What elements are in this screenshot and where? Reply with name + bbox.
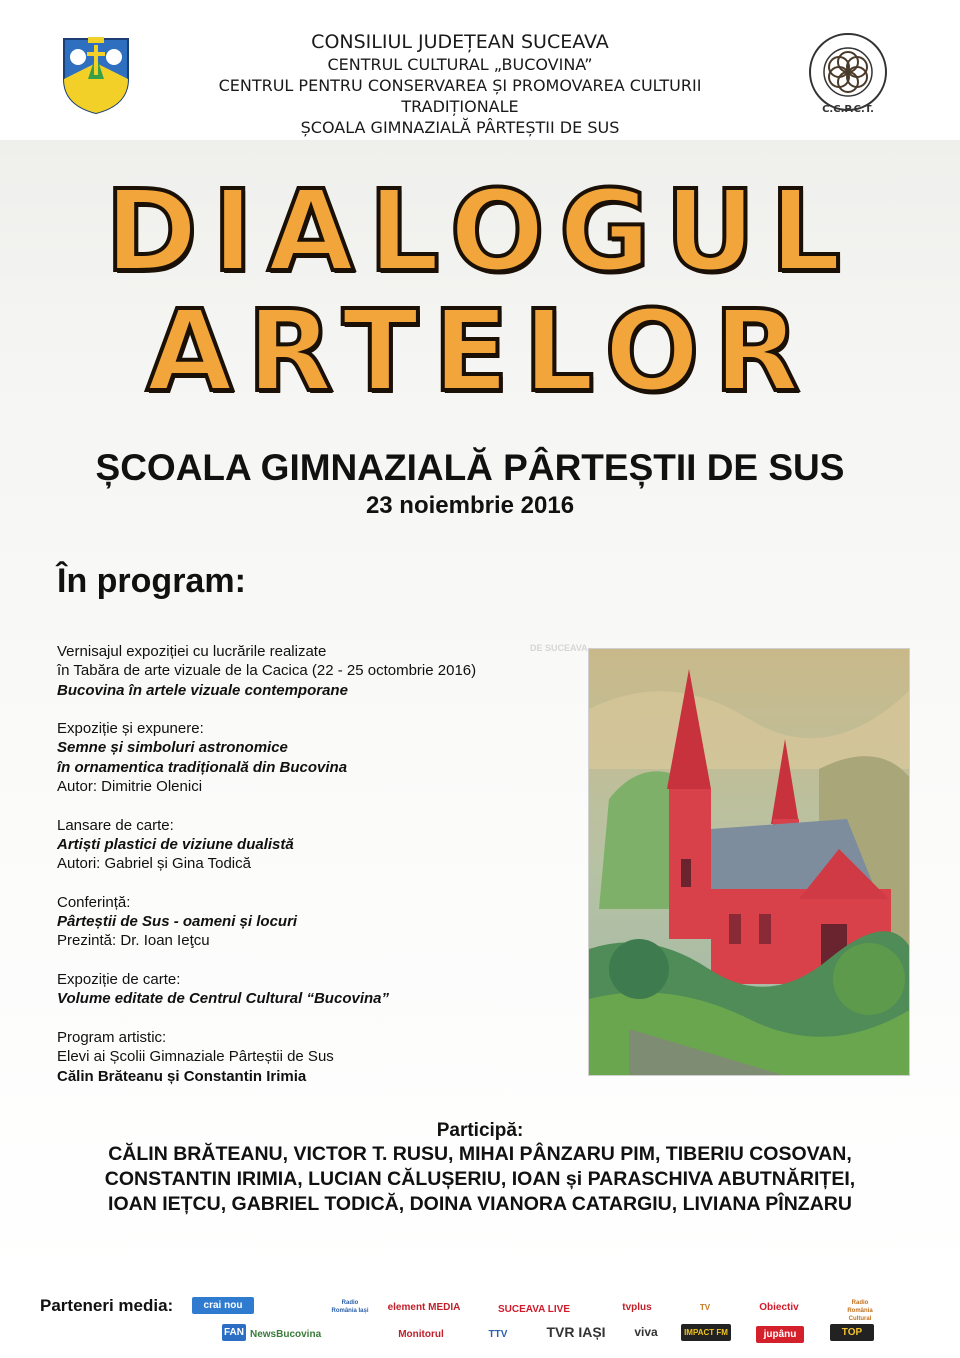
event-date: 23 noiembrie 2016: [365, 492, 575, 519]
impact-fm-logo: IMPACT FM: [681, 1324, 731, 1341]
fan-logo: FAN: [222, 1324, 246, 1341]
top-logo: TOP: [830, 1324, 874, 1341]
radio-iasi-logo: Radio România Iași: [331, 1300, 369, 1314]
news-bucovina-logo: NewsBucovina: [250, 1329, 322, 1340]
program-item-title: Artiști plastici de viziune dualistă: [57, 835, 294, 853]
program-item-text: Conferință:: [57, 893, 131, 911]
jupanu-logo: jupânu: [756, 1326, 804, 1343]
program-item-expozitie: [57, 719, 557, 796]
program-list: [57, 642, 557, 1105]
radio-cultural-logo: Radio România Cultural: [847, 1300, 873, 1322]
program-item-artistic: [57, 1028, 557, 1086]
media-partners-label: Parteneri media:: [40, 1296, 174, 1315]
program-item-performers: Călin Brăteanu și Constantin Irimia: [57, 1067, 307, 1085]
cultural-center-name: CENTRUL CULTURAL „BUCOVINA”: [327, 55, 593, 74]
program-item-text: în Tabăra de arte vizuale de la Cacica (22 - 25 octombrie 2016): [57, 662, 477, 680]
program-item-text: Vernisajul expoziției cu lucrările realizate: [57, 643, 327, 660]
watermark-text: DE SUCEAVA: [530, 643, 588, 653]
crai-nou-logo: crai nou: [192, 1297, 254, 1314]
title-line-1: DIALOGUL: [104, 167, 856, 297]
participants-line: IOAN IEȚCU, GABRIEL TODICĂ, DOINA VIANORA CATARGIU, LIVIANA PÎNZARU: [108, 1193, 852, 1215]
tv-channel-logo: TV: [699, 1303, 711, 1312]
element-media-logo: element MEDIA: [387, 1302, 461, 1313]
program-item-title: Volume editate de Centrul Cultural “Bucovina”: [57, 990, 389, 1008]
tvplus-logo: tvplus: [622, 1302, 652, 1313]
program-item-author: Autor: Dimitrie Olenici: [57, 778, 203, 796]
tvr-iasi-logo: TVR IAȘI: [546, 1324, 606, 1340]
church-painting: [588, 648, 910, 1076]
viva-logo: viva: [634, 1325, 658, 1339]
participants-label: Participă:: [436, 1120, 524, 1141]
program-item-text: Expoziție și expunere:: [57, 720, 204, 738]
program-item-conferinta: [57, 893, 557, 951]
program-item-title: Bucovina în artele vizuale contemporane: [57, 681, 348, 699]
program-item-text: Lansare de carte:: [57, 816, 174, 834]
program-item-title: în ornamentica tradițională din Bucovina: [57, 758, 348, 776]
participants-list: [0, 1142, 960, 1217]
program-item-title: Semne și simboluri astronomice: [57, 739, 288, 757]
ccpct-seal-caption: C.C.P.C.T.: [822, 104, 874, 115]
program-item-expozitie-carte: [57, 970, 557, 1009]
school-name: ȘCOALA GIMNAZIALĂ PÂRTEȘTII DE SUS: [300, 118, 620, 137]
program-item-text: Expoziție de carte:: [57, 971, 181, 989]
suceava-live-logo: SUCEAVA LIVE: [497, 1304, 571, 1315]
program-item-author: Prezintă: Dr. Ioan Ieţcu: [57, 932, 210, 950]
title-line-2: ARTELOR: [146, 287, 814, 417]
church-painting-image: [589, 649, 910, 1076]
ttv-logo: TTV: [488, 1329, 508, 1340]
program-item-text: Program artistic:: [57, 1028, 167, 1046]
program-heading: În program:: [57, 562, 246, 600]
participants-line: CĂLIN BRĂTEANU, VICTOR T. RUSU, MIHAI PÂNZARU PIM, TIBERIU COSOVAN,: [108, 1143, 852, 1165]
obiectiv-logo: Obiectiv: [759, 1302, 799, 1313]
program-item-vernisaj: [57, 642, 557, 700]
participants-line: CONSTANTIN IRIMIA, LUCIAN CĂLUȘERIU, IOAN și PARASCHIVA ABUTNĂRIȚEI,: [104, 1168, 856, 1190]
suceava-county-crest-icon: [60, 35, 132, 115]
organizers-header: [160, 30, 760, 138]
council-name: CONSILIUL JUDEȚEAN SUCEAVA: [311, 31, 609, 53]
conservation-center-name: CENTRUL PENTRU CONSERVAREA ȘI PROMOVAREA CULTURII TRADIȚIONALE: [218, 76, 702, 116]
program-item-lansare: [57, 816, 557, 874]
program-item-text: Elevi ai Școlii Gimnaziale Pârteștii de Sus: [57, 1048, 334, 1066]
monitorul-logo: Monitorul: [398, 1329, 444, 1340]
program-item-title: Pârteștii de Sus - oameni și locuri: [57, 913, 298, 931]
event-venue: ȘCOALA GIMNAZIALĂ PÂRTEȘTII DE SUS: [95, 447, 845, 488]
program-item-author: Autori: Gabriel și Gina Todică: [57, 855, 251, 873]
